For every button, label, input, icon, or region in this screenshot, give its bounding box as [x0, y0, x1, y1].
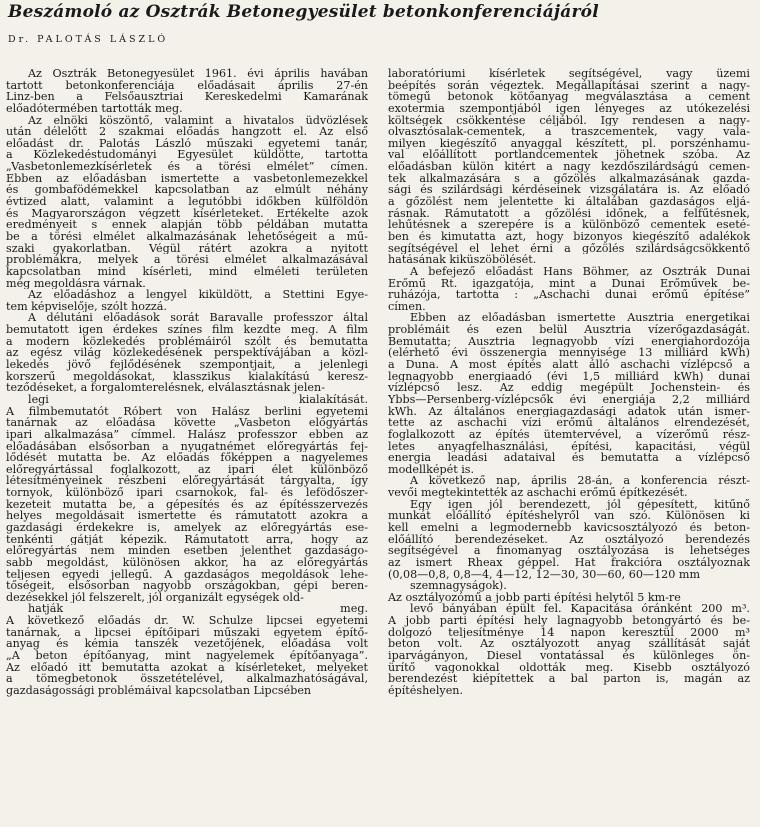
- text-line: a Duna. A most építés alatt álló aschachi vízlépcső a: [388, 359, 750, 371]
- text-line: „Vasbetonlemezkísérletek és a törési elmélet” címen.: [6, 161, 368, 173]
- text-line: energia leadási adataival és bemutatta a vízlépcső: [388, 452, 750, 464]
- text-line: berendezést kiépítettek a bal parton is, magán az: [388, 673, 750, 685]
- text-line: legi kialakítását.: [28, 393, 368, 406]
- text-line: Az osztályozómű a jobb parti építési helytől 5 km-re: [388, 591, 681, 604]
- text-line: Ebben az előadásban ismertette Ausztria energetikai: [410, 312, 750, 325]
- text-line: a gőzölést nem jelentette ki általában gazdaságos eljá-: [388, 196, 750, 208]
- text-line: sabb megoldást, különösen akkor, ha az előregyártás: [6, 556, 368, 569]
- text-line: előregyártással foglalkozott, az ipari élet különböző: [6, 463, 368, 476]
- text-line: rásnak. Rámutatott a gőzölési időnek, a felfűtésnek,: [388, 207, 750, 220]
- text-line: kezeteit mutatta be, a gépesítés és az építésszervezés: [6, 498, 368, 511]
- text-line: és gombafödémekkel kapcsolatban az elmúlt néhány: [6, 184, 368, 197]
- text-line: gazdaságossági problémáival kapcsolatban Lipcsében: [6, 684, 312, 697]
- text-line: legnagyobb energiaadó (évi 1,5 milliárd kWh) dunai: [388, 370, 750, 383]
- text-line: ruházója, tartotta : „Aschachi dunai erőmű építése”: [388, 289, 750, 301]
- text-line: gazdasági érdekekre is, amelyek az előregyártás ese-: [6, 521, 368, 534]
- text-line: még megoldásra várnak.: [6, 277, 146, 290]
- article-author: Dr. PALOTÁS LÁSZLÓ: [8, 34, 169, 45]
- text-line: Ebben az előadásban ismertette a vasbetonlemezekkel: [6, 172, 368, 185]
- text-line: Erőmű Rt. igazgatója, mint a Dunai Erőművek be-: [388, 277, 750, 290]
- text-line: Ybbs—Persenberg-vízlépcsők évi energiája 2,2 milliárd: [388, 393, 750, 406]
- text-line: a tömegbetonok összetételével, alkalmazhatóságával,: [6, 673, 368, 685]
- text-line: tornyok, különböző ipari csarnokok, fal- és lefödőszer-: [6, 487, 368, 499]
- text-line: előadást dr. Palotás László műszaki egyetemi tanár,: [6, 137, 368, 150]
- text-line: ürítő vagonokkal oldották meg. Kisebb osztályozó: [388, 661, 750, 674]
- left-column: [6, 68, 368, 697]
- text-line: ben és kimutatta azt, hogy bizonyos kiegészítő adalékok: [388, 230, 750, 243]
- text-line: A jobb parti építési hely lagnagyobb betongyártó és be-: [388, 615, 750, 627]
- text-line: vevői megtekintették az aschachi erőmű építkezését.: [388, 487, 688, 499]
- text-line: helyes megoldásait ismertette és rámutatott azokra a: [6, 510, 368, 522]
- text-line: tanárnak, a lipcsei építőipari műszaki egyetem építő-: [6, 626, 368, 639]
- text-line: tanárnak az előadása követte „Vasbeton előgyártás: [6, 417, 368, 429]
- text-line: korszerű megoldásokat, klasszikus kialakítású keresz-: [6, 370, 368, 383]
- text-line: építéshelyen.: [388, 684, 464, 697]
- text-line: sági és szilárdsági kérdéseinek vizsgálatára is. Az előadó: [388, 184, 750, 197]
- right-column: [388, 68, 750, 697]
- text-line: bemutatott igen érdekes színes film kezdte meg. A film: [6, 324, 368, 336]
- text-line: előregyártás nem minden esetben jelenthet gazdaságo-: [6, 545, 368, 557]
- text-line: után délelőtt 2 szakmai előadás hangzott el. Az első: [6, 126, 368, 138]
- text-line: dezésekkel jól felszerelt, jól organizált egységek old-: [6, 591, 304, 604]
- text-line: milyen kiegészítő anyaggal készített, pl. porszénhamu-: [388, 137, 750, 150]
- text-line: problémákra, melyek a törési elmélet alkalmazásával: [6, 254, 368, 266]
- text-line: kWh. Az általános energiagazdasági adatok után ismer-: [388, 405, 750, 418]
- text-line: Linz-ben a Felsőausztriai Kereskedelmi Kamarának: [6, 91, 368, 103]
- text-line: A délutáni előadások sorát Baravalle professzor által: [28, 312, 368, 325]
- text-line: Az előadáshoz a lengyel kiküldött, a Stettini Egye-: [28, 289, 368, 301]
- text-line: modellképét is.: [388, 463, 475, 476]
- text-line: lehűtésnek a szerepére is a különböző cementek eseté-: [388, 219, 750, 231]
- text-line: a Közlekedéstudományi Egyesület küldötte, tartotta: [6, 149, 368, 162]
- text-line: anyag és kémia tanszék vezetőjének, előadása volt: [6, 638, 368, 651]
- text-line: segítségével el lehet érni a gőzölés szilárdságcsökkentő: [388, 242, 750, 255]
- text-line: szaki gyakorlatban. Végül rátért azokra a nyitott: [6, 242, 368, 255]
- text-line: lődését mutatta be. Az előadás főképpen a nagyelemes: [6, 452, 368, 464]
- text-line: levő bányában épült fel. Kapacitása óránként 200 m³.: [410, 603, 750, 616]
- text-line: A következő nap, április 28-án, a konferencia részt-: [410, 475, 750, 488]
- text-line: hatásának kiküszöbölését.: [388, 254, 537, 266]
- text-line: A befejező előadást Hans Böhmer, az Osztrák Dunai: [410, 265, 750, 278]
- text-line: címen.: [388, 300, 426, 313]
- text-line: és Magyarországon végzett kísérleteket. Értékelte azok: [6, 207, 368, 220]
- text-line: beépítés során végeztek. Megállapításai szerint a nagy-: [388, 79, 750, 92]
- text-line: (elérhető évi összenergia mennyisége 13 milliárd kWh): [388, 347, 750, 360]
- text-line: exotermia szempontjából igen lényeges az utókezelési: [388, 102, 750, 115]
- text-line: tette az aschachi vízi erőmű általános elrendezését,: [388, 417, 750, 429]
- text-line: kell emelni a legmodernebb kavicsosztályozó és beton-: [388, 521, 750, 534]
- text-line: évtized alatt, valamint a legutóbbi időkben külföldön: [6, 196, 368, 208]
- text-line: előállító berendezéseket. Az osztályozó berendezés: [388, 533, 750, 546]
- text-line: előadótermében tartották meg.: [6, 102, 183, 115]
- text-line: segítségével a finomanyag osztályozása is lehetséges: [388, 545, 750, 557]
- text-line: be a törési elmélet alkalmazásának lehetőségeit a mű-: [6, 230, 368, 243]
- text-line: dolgozó teljesítménye 14 napon keresztül 2000 m³: [388, 626, 750, 639]
- text-line: Egy igen jól berendezett, jól gépesített, kitűnő: [410, 498, 750, 511]
- text-line: teljesen egyedi jellegű. A gazdaságos megoldások lehe-: [6, 568, 368, 581]
- text-line: tartott betonkonferenciája előadásait április 27-én: [6, 79, 368, 92]
- text-line: szemnagyságok).: [410, 580, 507, 592]
- text-line: iparvágányon, Diesel vontatással és különleges ön-: [388, 650, 750, 662]
- text-line: A következő előadás dr. W. Schulze lipcsei egyetemi: [6, 615, 368, 627]
- text-line: letes anyagfelhasználási, építési, kapacitási, végül: [388, 440, 750, 453]
- text-line: olvasztósalak-cementek, a traszcementek, vagy vala-: [388, 126, 750, 138]
- text-line: tem képviselője, szólt hozzá.: [6, 300, 167, 313]
- text-line: teződéseket, a forgalomterelésnek, elválasztásnak jelen-: [6, 382, 325, 394]
- text-line: Az előadó itt bemutatta azokat a kísérleteket, melyeket: [6, 661, 368, 674]
- text-line: eredményeit s ennek alapján több példában mutatta: [6, 219, 368, 231]
- text-line: költségek csökkentése céljából. Így rendesen a nagy-: [388, 114, 750, 127]
- text-line: A filmbemutatót Róbert von Halász berlini egyetemi: [6, 405, 368, 418]
- text-line: „A beton építőanyag, mint nagyelemek építőanyaga”.: [6, 650, 368, 662]
- text-line: előadásában elsősorban a nyugatnémet előregyártás fej-: [6, 440, 368, 453]
- text-line: az ismert Rheax géppel. Hat frakcióra osztályoznak: [388, 556, 750, 569]
- text-line: tőségeit, elsősorban nagyobb országokban, gépi beren-: [6, 580, 368, 592]
- text-line: tömegű betonok kötőanyag megválasztása a cement: [388, 91, 750, 103]
- text-line: a modern közlekedés problémáiról szólt és bemutatta: [6, 335, 368, 348]
- text-line: val előállított portlandcementek jöhetnek szóba. Az: [388, 149, 750, 162]
- text-line: Bemutatta; Ausztria legnagyobb vízi energiahordozója: [388, 335, 750, 348]
- text-line: az egész világ közlekedésének perspektívájában a közl-: [6, 347, 368, 360]
- article-title: Beszámoló az Osztrák Betonegyesület betonkonferenciájáról: [8, 2, 599, 22]
- text-line: (0,08—0,8, 0,8—4, 4—12, 12—30, 30—60, 60—120 mm: [388, 568, 701, 581]
- text-line: előadásban külön kitért a nagy kezdőszilárdságú cemen-: [388, 161, 750, 173]
- text-line: hatják meg.: [28, 603, 368, 616]
- text-line: foglalkozott az építés ütemtervével, a vízerőmű rész-: [388, 428, 750, 441]
- text-line: ipari alkalmazása” címmel. Halász professzor ebben az: [6, 428, 368, 441]
- text-line: lekedés jövő fejlődésének szempontjait, a jelenlegi: [6, 359, 368, 371]
- text-line: munkát előállító építéshelyről van szó. Különösen ki: [388, 510, 750, 522]
- text-line: beton volt. Az osztályozott anyag szállítását saját: [388, 638, 750, 651]
- text-line: tek alkalmazására s a gőzölés alkalmazásának gazda-: [388, 172, 750, 185]
- text-line: problémáit és ezen belül Ausztria vízerőgazdaságát.: [388, 324, 750, 336]
- text-line: kapcsolatban mind kísérleti, mind elméleti területen: [6, 265, 368, 278]
- text-line: tenkénti gátját képezik. Rámutatott arra, hogy az: [6, 533, 368, 546]
- text-line: laboratóriumi kísérletek segítségével, vagy üzemi: [388, 68, 750, 80]
- text-line: vízlépcső lesz. Az eddig megépült Jochenstein- és: [388, 382, 750, 394]
- text-line: létesítményeinek részbeni előregyártását tárgyalta, így: [6, 475, 368, 488]
- text-line: Az Osztrák Betonegyesület 1961. évi április havában: [28, 68, 368, 80]
- text-line: Az elnöki köszöntő, valamint a hivatalos üdvözlések: [28, 114, 368, 127]
